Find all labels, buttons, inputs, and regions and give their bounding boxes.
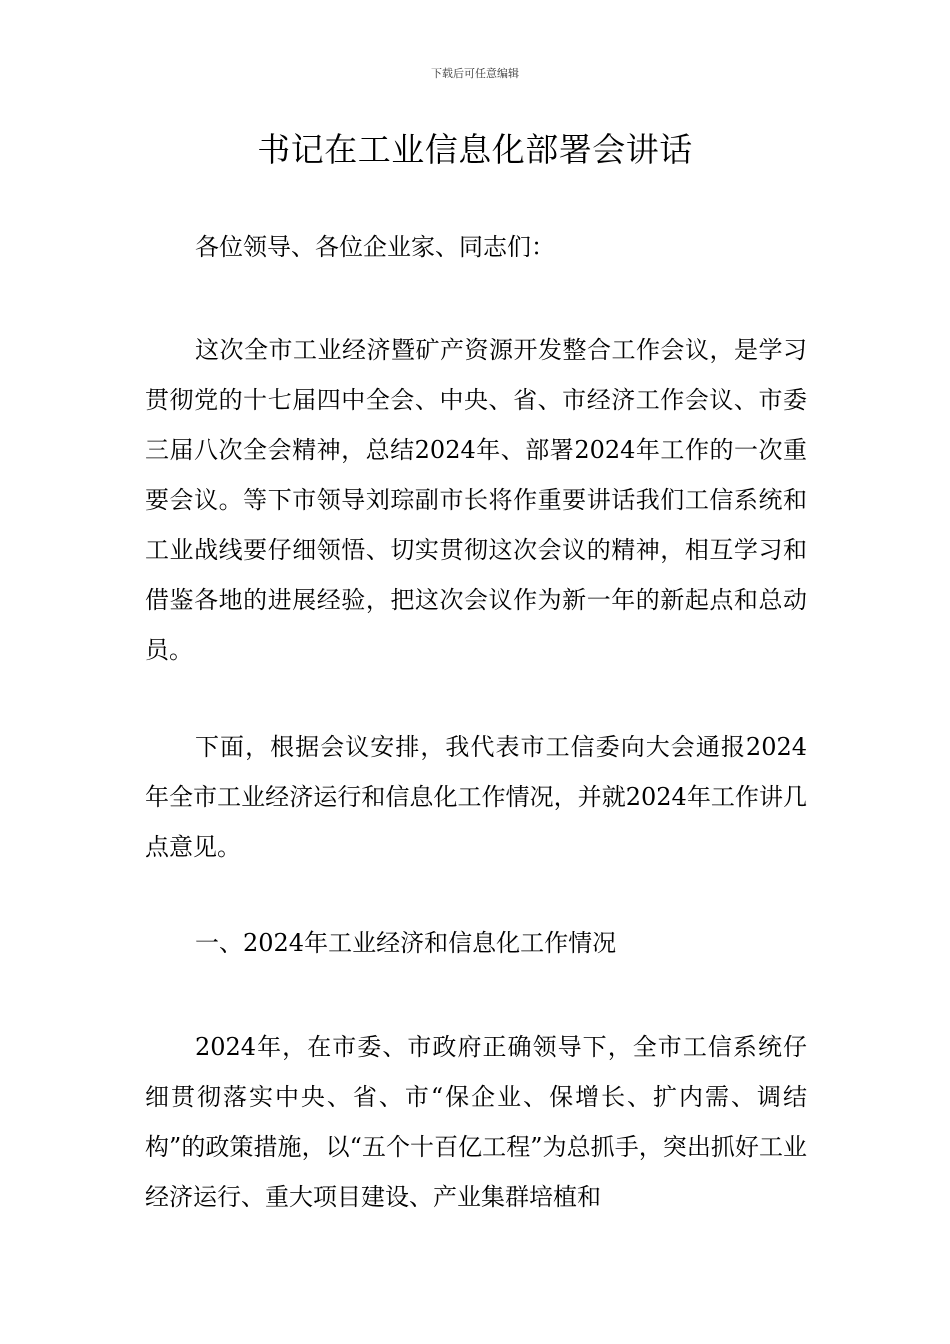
header-note: 下载后可任意编辑: [431, 67, 519, 80]
salutation-paragraph: 各位领导、各位企业家、同志们：: [195, 233, 555, 261]
intro-paragraph: 这次全市工业经济暨矿产资源开发整合工作会议，是学习贯彻党的十七届四中全会、中央、省、市经济工作会议、市委三届八次全会精神，总结2024年、部署2024年工作的一次重要会议。等下市领导刘琮副市长将作重要讲话我们工信系统和工业战线要仔细领悟、切实贯彻这次会议的精神，相互学习和借鉴各地的进展经验，把这次会议作为新一年的新起点和总动员。: [145, 336, 807, 664]
section-heading-1: 一、2024年工业经济和信息化工作情况: [195, 929, 617, 957]
section-1-paragraph: 2024年，在市委、市政府正确领导下，全市工信系统仔细贯彻落实中央、省、市“保企业、保增长、扩内需、调结构”的政策措施，以“五个十百亿工程”为总抓手，突出抓好工业经济运行、重大项目建设、产业集群培植和: [145, 1033, 807, 1211]
agenda-paragraph: 下面，根据会议安排，我代表市工信委向大会通报2024年全市工业经济运行和信息化工作情况，并就2024年工作讲几点意见。: [145, 733, 807, 861]
document-title: 书记在工业信息化部署会讲话: [257, 130, 693, 169]
